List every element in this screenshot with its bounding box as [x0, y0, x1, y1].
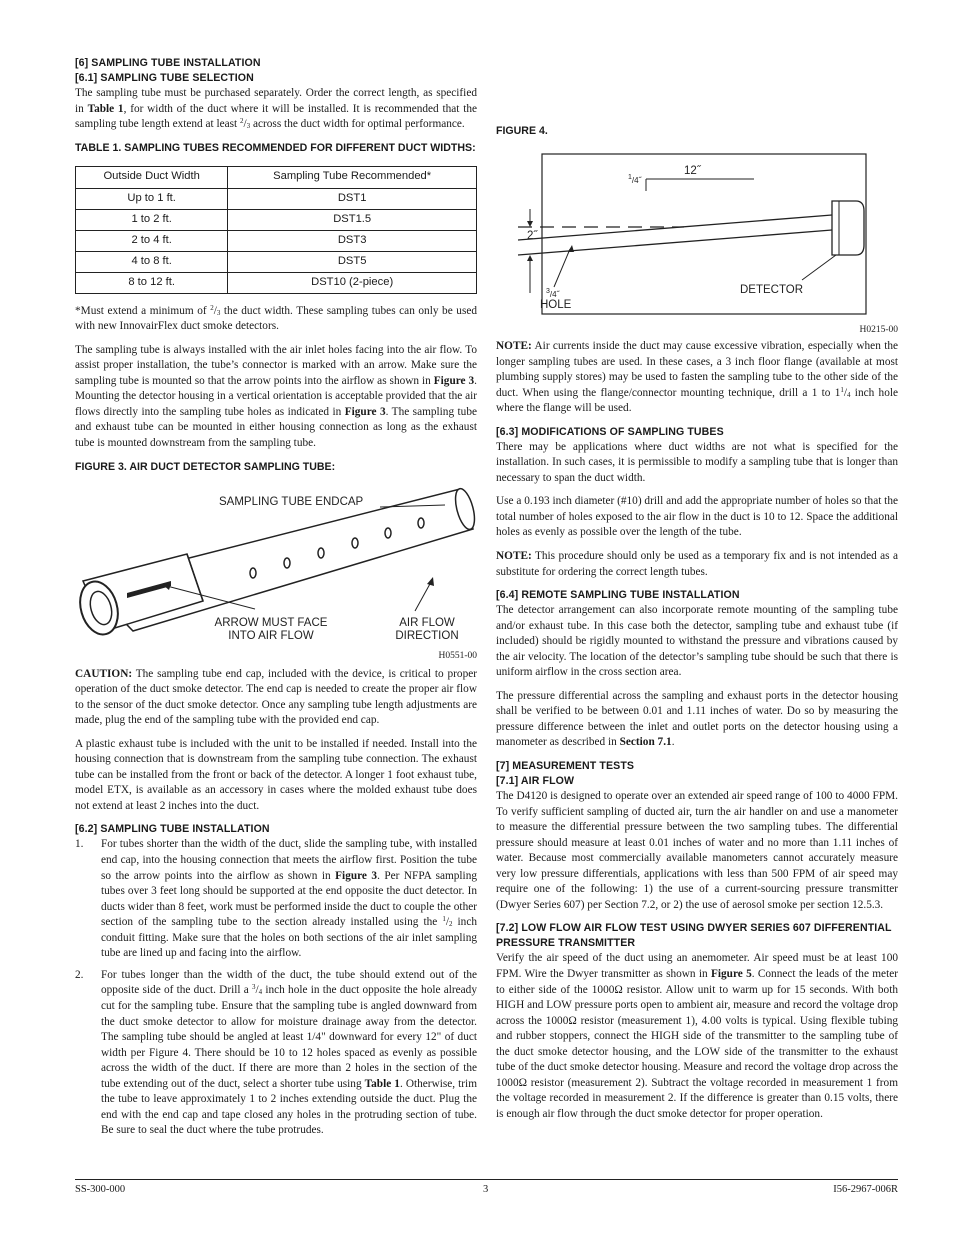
label-hole: HOLE	[540, 299, 572, 311]
note-vibration: NOTE: Air currents inside the duct may cause excessive vibration, especially when the longer sampling tubes are used. In these cases, a 3 inch floor flange (available at most plumbing supply stores) may be used to fasten the sampling tube to the other side of the duct. When using the flange/connector mounting technique, drill a 1 to $1^1/_4$ inch hole where the flange will be used.	[496, 340, 898, 415]
label-12-inch: 12˝	[684, 165, 701, 177]
section-6-4-heading: [6.4] REMOTE SAMPLING TUBE INSTALLATION	[496, 589, 740, 602]
section-6-heading: [6] SAMPLING TUBE INSTALLATION	[75, 57, 261, 69]
table-row: 2 to 4 ft. DST3	[76, 230, 477, 251]
modifications-paragraph-2: Use a 0.193 inch diameter (#10) drill and add the appropriate number of holes so that the total number of holes exposed to the air flow in the duct is 10 to 12. Space the additional holes as evenly as possible over the length of the tube.	[496, 495, 898, 539]
label-three-quarter-inch: $^3$/4˝	[546, 288, 560, 299]
footer-part-number: I56-2967-006R	[833, 1184, 898, 1195]
label-arrow-must-face: ARROW MUST FACE INTO AIR FLOW	[214, 616, 328, 642]
figure-4-id: H0215-00	[859, 325, 898, 335]
label-quarter-inch: $^1$/4˝	[628, 174, 642, 185]
air-flow-paragraph: The D4120 is designed to operate over an extended air speed range of 100 to 4000 FPM. To verify sufficient sampling of ducted air, turn the air handler on and use a manometer to measure the differential pressure between the two sampling tubes. The differential pressure should measure at least 0.01 inches of water and no more than 1.11 inches of water. Because most commercially available manometers cannot accurately measure very low pressure differentials, applications with less than 500 FPM of air speed may require one of the following: 1) the use of a current-sourcing pressure transmitter (Dwyer Series 607) per Section 7.2, or 2) the use of aerosol smoke per section 12.5.3.	[496, 790, 898, 911]
table-1-ref: Table 1	[87, 102, 124, 115]
label-detector: DETECTOR	[740, 284, 804, 296]
table-row: 8 to 12 ft. DST10 (2-piece)	[76, 272, 477, 293]
caution-paragraph: CAUTION: The sampling tube end cap, included with the device, is critical to proper operation of the duct smoke detector. The end cap is needed to create the proper air flow to the sensor of the duct smoke detector. Once any sampling tube length adjustments are made, plug the end of the sampling tube with the provided end cap.	[75, 667, 477, 727]
sampling-tubes-table	[75, 166, 477, 294]
section-7-heading: [7] MEASUREMENT TESTS	[496, 760, 635, 773]
table-header-tube: Sampling Tube Recommended*	[228, 166, 477, 188]
label-endcap: SAMPLING TUBE ENDCAP	[219, 495, 364, 508]
table-header-width: Outside Duct Width	[76, 166, 228, 188]
figure-3-id: H0551-00	[438, 650, 477, 661]
modifications-paragraph-1: There may be applications where duct widths are not what is specified for the installation. In such cases, it is permissible to modify a sampling tube that is longer than necessary to span the duct width.	[496, 440, 898, 484]
orientation-paragraph: The sampling tube is always installed with the air inlet holes facing into the air flow. To assist proper installation, the tube’s connector is marked with an arrow. Make sure the sampling tube is mounted so that the arrow points into the airflow as shown in Figure 3. Mounting the detector housing in a vertical orientation is acceptable provided that the air flows directly into the sampling tube holes as indicated in Figure 3. The sampling tube and exhaust tube can be mounted in either housing connection as long as the exhaust tube is mounted downstream from the sampling tube.	[75, 343, 477, 450]
label-2-inch: 2˝	[527, 230, 538, 242]
table-1-caption: TABLE 1. SAMPLING TUBES RECOMMENDED FOR DIFFERENT DUCT WIDTHS:	[75, 141, 476, 154]
figure-4	[496, 145, 898, 325]
figure-4-caption: FIGURE 4.	[496, 125, 548, 137]
table-note: *Must extend a minimum of $^2/_3$ the duct width. These sampling tubes can only be used with new InnovairFlex duct smoke detectors.	[75, 303, 477, 333]
table-row: Up to 1 ft. DST1	[76, 188, 477, 209]
label-air-flow-direction: AIR FLOW DIRECTION	[395, 616, 459, 642]
low-flow-paragraph: Verify the air speed of the duct using an anemometer. Air speed must be at least 100 FPM. Wire the Dwyer transmitter as shown in Figure 5. Connect the leads of the meter to either side of the 1000Ω resistor. Allow unit to warm up for 15 seconds. With both HIGH and LOW pressure ports open to ambient air, measure and record the voltage drop across the 1000Ω resistor (measurement 1), 4.00 volts is typical. Using flexible tubing and rubber stoppers, connect the HIGH side of the transmitter to the sampling tube of the duct smoke detector housing, and the LOW side of the transmitter to the exhaust tube of the duct smoke detector housing. Measure and record the voltage drop across the 1000Ω resistor (measurement 2). Subtract the voltage recorded in measurement 1 from the voltage recorded in measurement 2. If the difference is greater than 0.15 volts, there is enough air flow through the duct smoke detector for proper operation.	[496, 952, 898, 1120]
figure-3	[75, 481, 477, 653]
section-6-3-heading: [6.3] MODIFICATIONS OF SAMPLING TUBES	[496, 425, 724, 438]
section-7-2-heading: [7.2] LOW FLOW AIR FLOW TEST USING DWYER SERIES 607 DIFFERENTIAL PRESSURE TRANSMITTER	[496, 922, 892, 950]
list-item: 2. For tubes longer than the width of the duct, the tube should extend out of the opposite side of the duct. Drill a $^3/_4$ inch hole in the duct opposite the hole already cut for the sampling tube. Ensure that the sampling tube is angled downward from the duct smoke detector to allow for moisture drainage away from the detector. The sampling tube should be angled at least 1/4" downward for every 12" of duct width per Figure 4. There should be 10 to 12 holes spaced as evenly as possible across the width of the duct. If there are more than 2 holes in the section of the tube extending out of the duct, select a shorter tube using Table 1. Otherwise, trim the tube to leave approximately 1 to 2 inches extending outside the duct. Plug the end with the end cap and tape closed any holes in the protruding section of tube. Be sure to seal the duct where the tube protrudes.	[75, 968, 477, 1137]
right-column	[496, 56, 898, 1130]
tube-selection-paragraph: The sampling tube must be purchased separately. Order the correct length, as specified in Table 1, for width of the duct where it will be installed. It is recommended that the sampling tube length extend at least $^2/_3$ across the duct width for optimal performance.	[75, 87, 477, 131]
table-row: 1 to 2 ft. DST1.5	[76, 209, 477, 230]
exhaust-tube-paragraph: A plastic exhaust tube is included with the unit to be installed if needed. Install into the housing connection that is downstream from the sampling tube connection. The exhaust tube can be installed from the front or back of the detector. A longer 1 foot exhaust tube, model ETX, is available as an accessory in cases where the molded exhaust tube does not extend at least 2 inches into the duct.	[75, 737, 477, 812]
item-2-continuation-space	[496, 56, 898, 124]
figure-3-caption: FIGURE 3. AIR DUCT DETECTOR SAMPLING TUBE:	[75, 460, 336, 473]
footer-doc-number: SS-300-000	[75, 1184, 126, 1195]
installation-steps	[75, 837, 477, 1138]
section-7-1-heading: [7.1] AIR FLOW	[496, 775, 575, 788]
section-6-1-heading: [6.1] SAMPLING TUBE SELECTION	[75, 72, 254, 84]
footer-page-number: 3	[483, 1184, 489, 1195]
remote-paragraph-1: The detector arrangement can also incorporate remote mounting of the sampling tube and/or exhaust tube. In this case both the detector, sampling tube and exhaust tube (if included) should be rigidly mounted to withstand the pressure and vibrations caused by the air velocity. The location of the detector’s sampling tube should be such that there is uniform airflow in the cross section area.	[496, 604, 898, 679]
note-temporary-fix: NOTE: This procedure should only be used as a temporary fix and is not intended as a substitute for ordering the correct length tubes.	[496, 550, 898, 578]
table-row: 4 to 8 ft. DST5	[76, 251, 477, 272]
remote-paragraph-2: The pressure differential across the sampling and exhaust ports in the detector housing shall be verified to be between 0.01 and 1.11 inches of water. Do so by measuring the pressure difference between the inlet and outlet ports on the detector housing using a manometer as described in Section 7.1.	[496, 689, 898, 749]
footer-rule	[75, 1179, 898, 1180]
list-item: 1. For tubes shorter than the width of the duct, slide the sampling tube, with installed end cap, into the housing connection that meets the airflow first. Position the tube so the arrow points into the airflow as shown in Figure 3. Per NFPA sampling tubes over 3 feet long should be supported at the end opposite the duct detector. In ducts wider than 8 feet, work must be performed inside the duct to couple the other section of the sampling tube to the section already installed using the $^1/_2$ inch conduit fitting. Make sure that the holes on both sections of the air inlet sampling tube are lined up and facing into the airflow.	[75, 838, 477, 960]
left-column	[75, 56, 477, 1145]
section-6-2-heading: [6.2] SAMPLING TUBE INSTALLATION	[75, 823, 270, 836]
